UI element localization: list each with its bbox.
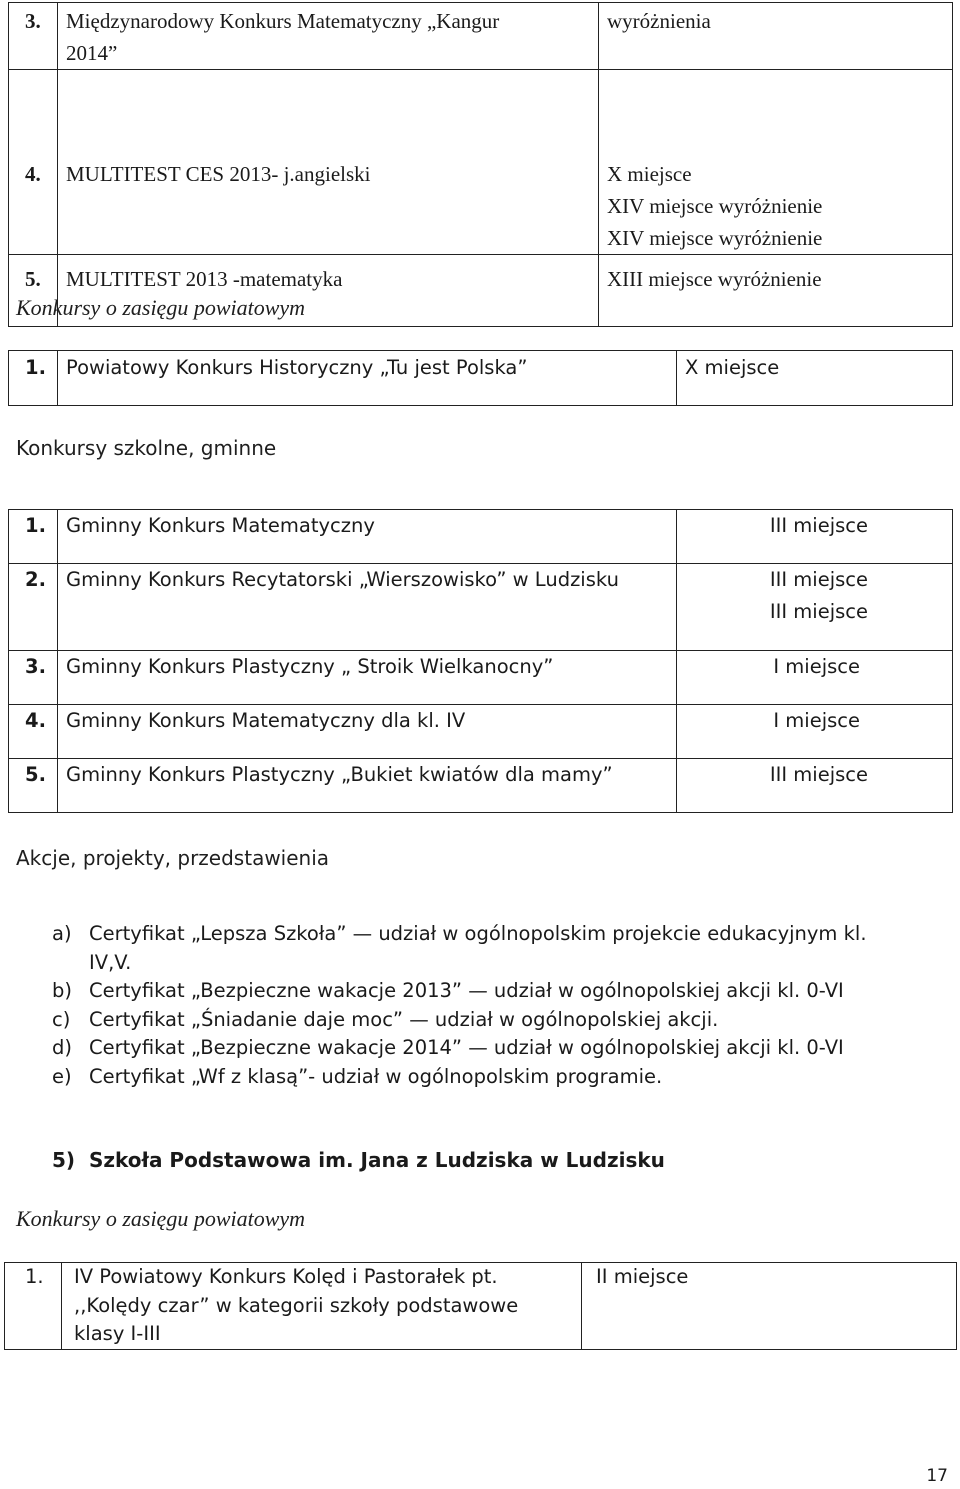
contest-name: Gminny Konkurs Matematyczny dla kl. IV	[58, 705, 677, 759]
list-item: c) Certyfikat „Śniadanie daje moc” — udział w ogólnopolskiej akcji.	[52, 1007, 719, 1031]
contest-result: I miejsce	[677, 705, 953, 759]
contest-name: IV Powiatowy Konkurs Kolęd i Pastorałek pt. ,,Kolędy czar” w kategorii szkoły podstawowe klasy I-III	[62, 1263, 582, 1350]
list-item: b) Certyfikat „Bezpieczne wakacje 2013” — udział w ogólnopolskiej akcji kl. 0-VI	[52, 979, 844, 1002]
row-number: 1.	[5, 1263, 62, 1350]
list-item: a) Certyfikat „Lepsza Szkoła” — udział w ogólnopolskim projekcie edukacyjnym kl. IV,V.	[52, 922, 867, 974]
contest-name: Powiatowy Konkurs Historyczny „Tu jest Polska”	[58, 351, 677, 406]
list-item: e) Certyfikat „Wf z klasą”- udział w ogólnopolskim programie.	[52, 1064, 663, 1088]
table-row	[9, 351, 953, 406]
table-row	[9, 759, 953, 813]
contest-result: III miejsce III miejsce	[677, 564, 953, 651]
contest-name: Gminny Konkurs Matematyczny	[58, 510, 677, 564]
section-heading-powiat-2: Konkursy o zasięgu powiatowym	[16, 1206, 306, 1231]
contest-name: Gminny Konkurs Plastyczny „Bukiet kwiatów dla mamy”	[58, 759, 677, 813]
table-row	[9, 564, 953, 651]
contest-name: Międzynarodowy Konkurs Matematyczny „Kangur 2014”	[58, 3, 599, 70]
table-row	[9, 705, 953, 759]
contest-name: Gminny Konkurs Plastyczny „ Stroik Wielkanocny”	[58, 651, 677, 705]
row-number: 1.	[9, 351, 58, 406]
row-number: 3.	[9, 3, 58, 70]
contest-table-powiat-2	[4, 1262, 957, 1350]
contest-table-szkolne	[8, 509, 953, 813]
section-heading-akcje: Akcje, projekty, przedstawienia	[16, 846, 330, 870]
contest-name: MULTITEST 2013 -matematyka	[58, 255, 599, 327]
contest-result: I miejsce	[677, 651, 953, 705]
contest-table-powiat	[8, 350, 953, 406]
section-title-school: 5) Szkoła Podstawowa im. Jana z Ludziska w Ludzisku	[52, 1148, 665, 1172]
contest-result: II miejsce	[582, 1263, 957, 1350]
row-number: 1.	[9, 510, 58, 564]
row-number: 3.	[9, 651, 58, 705]
table-row	[9, 510, 953, 564]
contest-result: wyróżnienia	[599, 3, 953, 70]
table-row	[9, 651, 953, 705]
table-row	[5, 1263, 957, 1350]
row-number: 4.	[9, 705, 58, 759]
table-row	[9, 70, 953, 255]
row-number: 2.	[9, 564, 58, 651]
contest-name: Gminny Konkurs Recytatorski „Wierszowisko” w Ludzisku	[58, 564, 677, 651]
row-number: 5.	[9, 255, 58, 327]
contest-result: III miejsce	[677, 510, 953, 564]
list-item: d) Certyfikat „Bezpieczne wakacje 2014” — udział w ogólnopolskiej akcji kl. 0-VI	[52, 1036, 844, 1059]
section-heading-szkolne: Konkursy szkolne, gminne	[16, 436, 277, 460]
contest-table-continued	[8, 2, 953, 327]
row-number: 5.	[9, 759, 58, 813]
contest-result: X miejsce	[677, 351, 953, 406]
page-number: 17	[926, 1466, 948, 1486]
section-heading-powiat: Konkursy o zasięgu powiatowym	[16, 295, 306, 320]
contest-result: III miejsce	[677, 759, 953, 813]
table-row	[9, 3, 953, 70]
contest-result: XIII miejsce wyróżnienie	[599, 255, 953, 327]
akcje-list	[52, 920, 912, 1091]
row-number: 4.	[9, 70, 58, 255]
contest-name: MULTITEST CES 2013- j.angielski	[58, 70, 599, 255]
contest-result: X miejsce XIV miejsce wyróżnienie XIV miejsce wyróżnienie	[599, 70, 953, 255]
